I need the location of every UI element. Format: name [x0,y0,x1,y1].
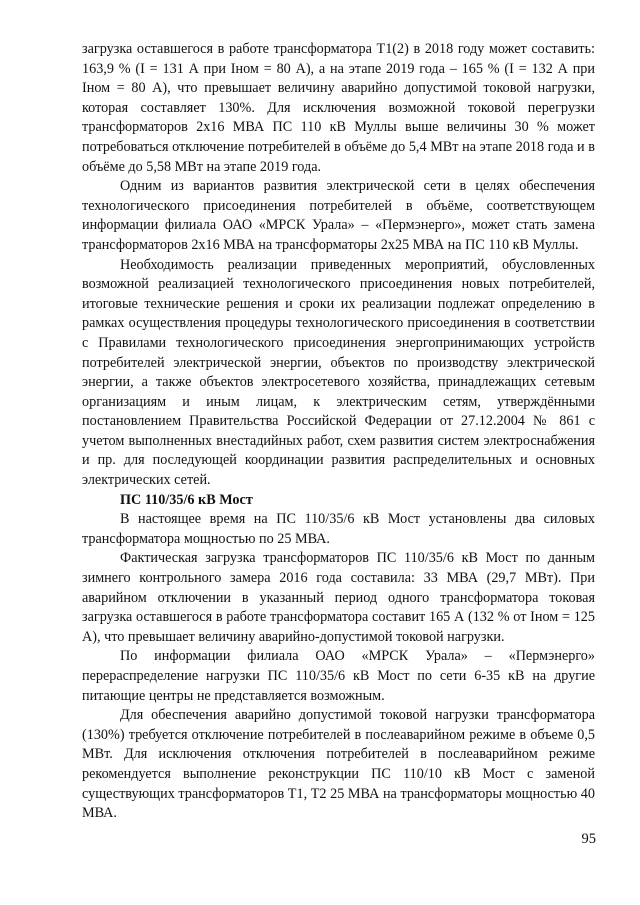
section-paragraph-1: В настоящее время на ПС 110/35/6 кВ Мост установлены два силовых трансформатора мощностью по 25 МВА. [82,511,595,547]
paragraph-2: Одним из вариантов развития электрической сети в целях обеспечения технологического присоединения потребителей в объёме, соответствующем информации филиала ОАО «МРСК Урала» – «Пермэнерго», может стать замена трансформаторов 2х16 МВА на трансформаторы 2х25 МВА на ПС 110 кВ Муллы. [82,178,595,253]
page-body [82,40,595,824]
section-paragraph-4: Для обеспечения аварийно допустимой токовой нагрузки трансформатора (130%) требуется отключение потребителей в послеаварийном режиме в объеме 0,5 МВт. Для исключения отключения потребителей в послеаварийном режиме рекомендуется выполнение реконструкции ПС 110/10 кВ Мост с заменой существующих трансформаторов Т1, Т2 25 МВА на трансформаторы мощностью 40 МВА. [82,707,595,822]
paragraph-3: Необходимость реализации приведенных мероприятий, обусловленных возможной реализацией технологического присоединения новых потребителей, итоговые технические решения и сроки их реализации подлежат определению в рамках осуществления процедуры технологического присоединения в соответствии с Правилами технологического присоединения энергопринимающих устройств потребителей электрической энергии, объектов по производству электрической энергии, а также объектов электросетевого хозяйства, принадлежащих сетевым организациям и иным лицам, к электрическим сетям, утверждёнными постановлением Правительства Российской Федерации от 27.12.2004 № 861 с учетом выполненных внестадийных работ, схем развития систем электроснабжения и пр. для последующей координации развития распределительных и основных электрических сетей. [82,256,595,489]
section-paragraph-3: По информации филиала ОАО «МРСК Урала» – «Пермэнерго» перераспределение нагрузки ПС 110/35/6 кВ Мост по сети 6-35 кВ на другие питающие центры не представляется возможным. [82,648,595,704]
section-paragraph-2: Фактическая загрузка трансформаторов ПС 110/35/6 кВ Мост по данным зимнего контрольного замера 2016 года составила: 33 МВА (29,7 МВт). При аварийном отключении в указанный период одного трансформатора токовая загрузка оставшегося в работе трансформатора составит 165 А (132 % от Iном = 125 А), что превышает величину аварийно-допустимой токовой нагрузки. [82,550,595,645]
paragraph-1: загрузка оставшегося в работе трансформатора Т1(2) в 2018 году может составить: 163,9 % (I = 131 А при Iном = 80 А), а на этапе 2019 года – 165 % (I = 132 А при Iном = 80 А), что превышает величину аварийно допустимой токовой нагрузки, которая составляет 130%. Для исключения возможной токовой перегрузки трансформаторов 2х16 МВА ПС 110 кВ Муллы выше величины 30 % может потребоваться отключение потребителей в объёме до 5,4 МВт на этапе 2018 года и в объёме до 5,58 МВт на этапе 2019 года. [82,41,595,175]
section-heading: ПС 110/35/6 кВ Мост [120,491,253,508]
page-number: 95 [581,831,596,847]
